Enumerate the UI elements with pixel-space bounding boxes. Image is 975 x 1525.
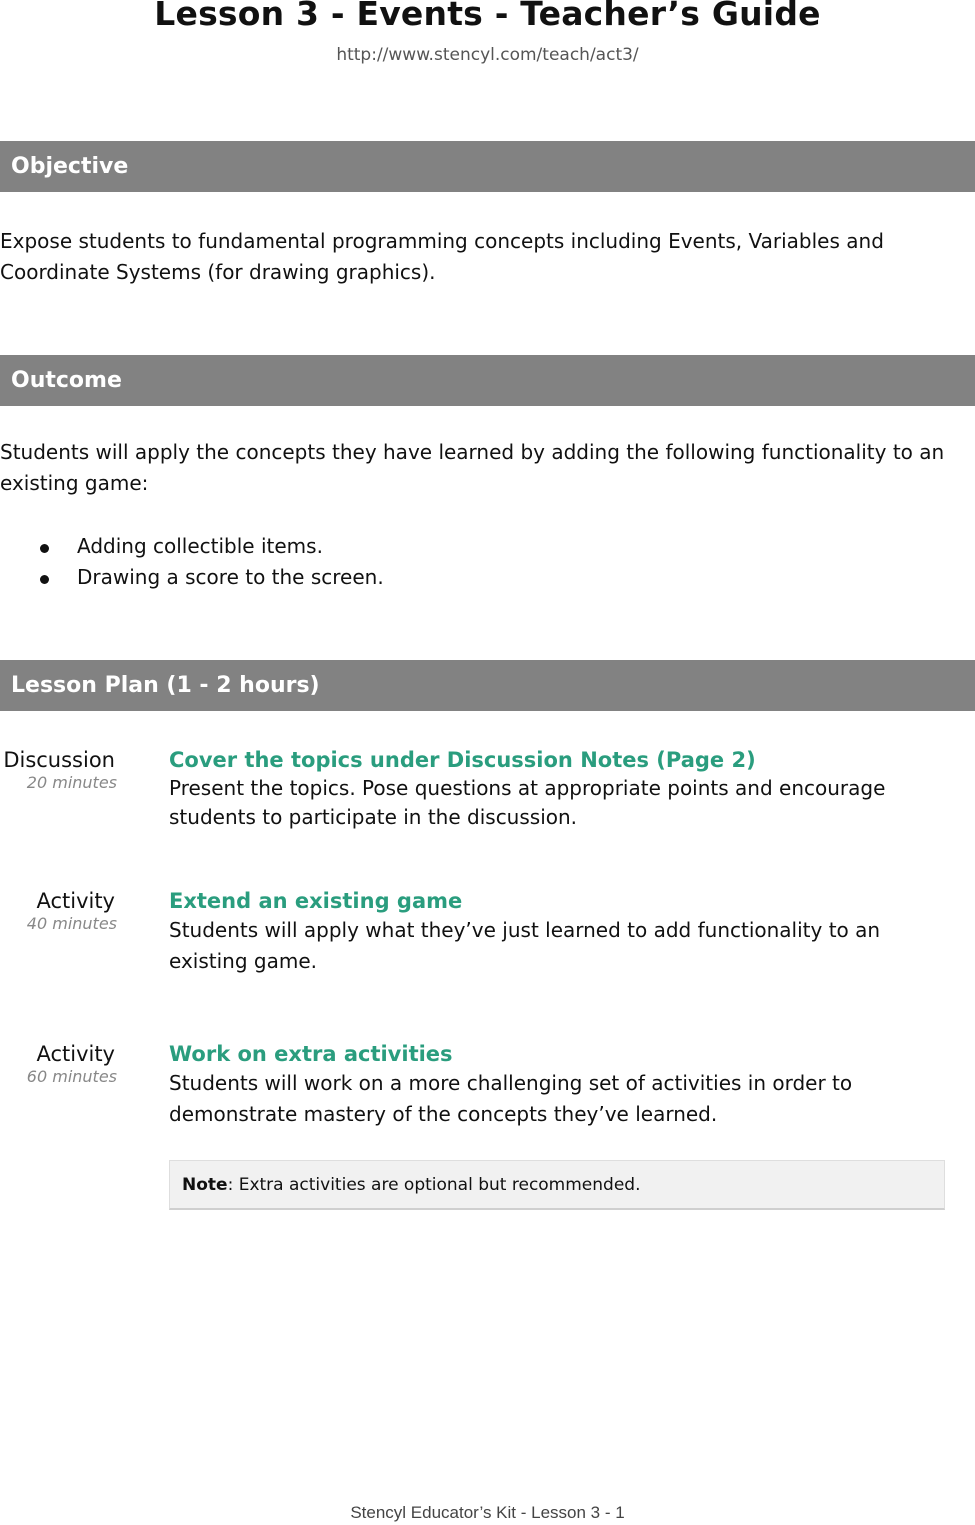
outcome-text: Students will apply the concepts they have learned by adding the following functionality to an existing game: — [0, 440, 945, 495]
plan-heading: Cover the topics under Discussion Notes (Page 2) — [169, 748, 756, 772]
plan-duration: 20 minutes — [26, 773, 117, 792]
lesson-plan-section-header: Lesson Plan (1 - 2 hours) — [0, 660, 975, 711]
plan-type: Discussion — [3, 748, 115, 772]
plan-duration: 40 minutes — [26, 914, 117, 933]
plan-type: Activity — [36, 889, 115, 913]
objective-text: Expose students to fundamental programming concepts including Events, Variables and Coordinate Systems (for drawing graphics). — [0, 229, 884, 284]
objective-section-header: Objective — [0, 141, 975, 192]
outcome-section-header: Outcome — [0, 355, 975, 406]
note-box — [169, 1160, 945, 1210]
bullet-text: Adding collectible items. — [77, 534, 323, 558]
plan-description: Students will apply what they’ve just learned to add functionality to an existing game. — [169, 918, 881, 973]
bullet-icon — [40, 544, 49, 553]
page-url: http://www.stencyl.com/teach/act3/ — [336, 45, 639, 65]
plan-heading: Work on extra activities — [169, 1042, 453, 1066]
plan-description: Present the topics. Pose questions at appropriate points and encourage students to participate in the discussion. — [169, 776, 886, 829]
page-title: Lesson 3 - Events - Teacher’s Guide — [154, 0, 821, 33]
bullet-text: Drawing a score to the screen. — [77, 565, 384, 589]
plan-description: Students will work on a more challenging set of activities in order to demonstrate mastery of the concepts they’ve learned. — [169, 1071, 853, 1126]
plan-type: Activity — [36, 1042, 115, 1066]
page-footer: Stencyl Educator’s Kit - Lesson 3 - 1 — [350, 1503, 625, 1522]
note-label: Note — [182, 1175, 228, 1195]
bullet-icon — [40, 575, 49, 584]
plan-heading: Extend an existing game — [169, 889, 463, 913]
plan-duration: 60 minutes — [26, 1067, 117, 1086]
note-text: : Extra activities are optional but recommended. — [227, 1175, 641, 1195]
